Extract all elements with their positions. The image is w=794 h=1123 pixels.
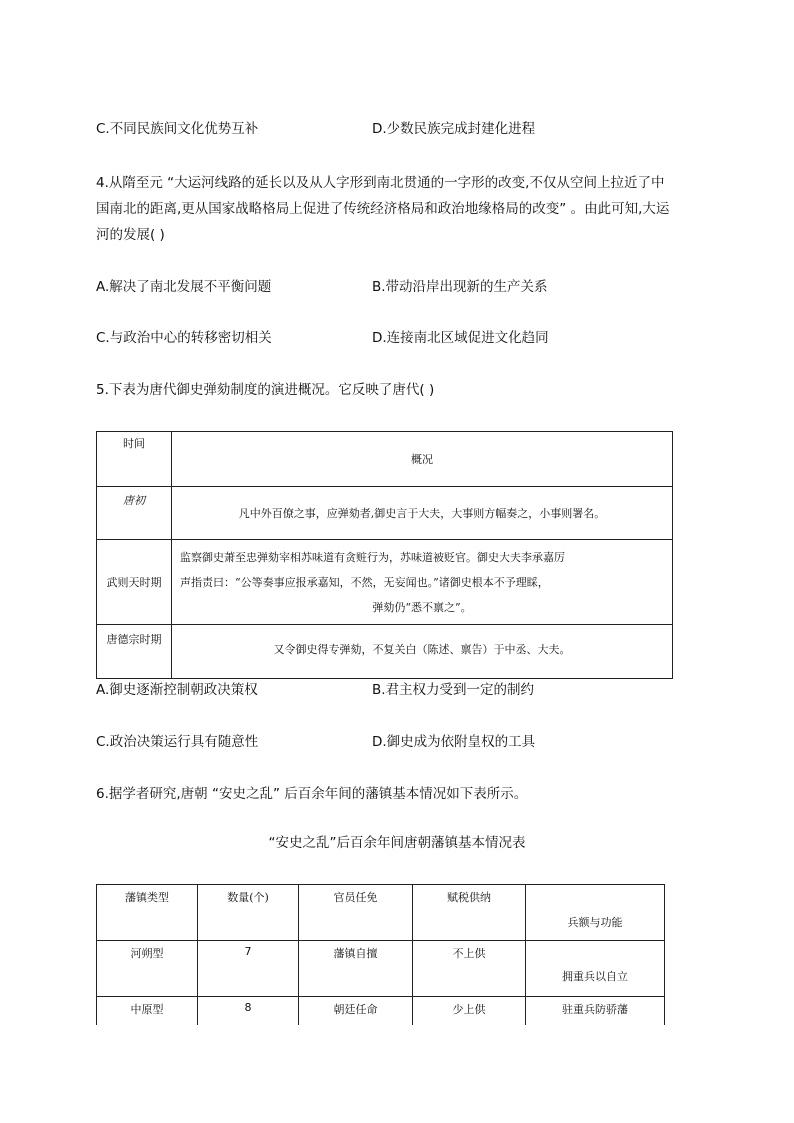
q4-option-d: D.连接南北区域促进文化趋同 <box>372 330 549 346</box>
q4-stem-line2: 国南北的距离,更从国家战略格局上促进了传统经济格局和政治地缘格局的改变” 。由此可知,大运 <box>96 201 670 217</box>
table-row <box>97 997 665 1025</box>
header-troops: 兵额与功能 <box>526 885 665 941</box>
q6-table <box>96 884 665 1025</box>
q4-stem-line1: 4.从隋至元 “大运河线路的延长以及从人字形到南北贯通的一字形的改变,不仅从空间上拉近了中 <box>96 175 665 191</box>
row-summary <box>172 540 673 625</box>
table-row <box>97 941 665 997</box>
cell-type: 中原型 <box>97 997 198 1025</box>
cell-tax: 少上供 <box>413 997 526 1025</box>
header-type: 藩镇类型 <box>97 885 198 941</box>
q4-option-a: A.解决了南北发展不平衡问题 <box>96 279 272 295</box>
q5-stem: 5.下表为唐代御史弹劾制度的演进概况。它反映了唐代( ) <box>96 382 435 398</box>
q5-option-c: C.政治决策运行具有随意性 <box>96 734 259 750</box>
header-count: 数量(个) <box>198 885 299 941</box>
cell-count: 8 <box>198 997 299 1025</box>
cell-appointment: 藩镇自擅 <box>299 941 413 997</box>
q6-stem: 6.据学者研究,唐朝 “安史之乱” 后百余年间的藩镇基本情况如下表所示。 <box>96 786 528 802</box>
q3-option-d: D.少数民族完成封建化进程 <box>372 121 536 137</box>
header-time: 时间 <box>97 432 172 487</box>
cell-count: 7 <box>198 941 299 997</box>
q3-option-c: C.不同民族间文化优势互补 <box>96 121 259 137</box>
row-time: 唐初 <box>97 487 172 540</box>
table-header-row <box>97 885 665 941</box>
cell-tax: 不上供 <box>413 941 526 997</box>
header-tax: 赋税供纳 <box>413 885 526 941</box>
cell-appointment: 朝廷任命 <box>299 997 413 1025</box>
row-summary: 又令御史得专弹劾，不复关白（陈述、禀告）于中丞、大夫。 <box>172 625 673 679</box>
table-row <box>97 625 673 679</box>
q4-stem-line3: 河的发展( ) <box>96 227 165 243</box>
row-summary-line3: 弹劾仍“悉不禀之”。 <box>372 600 472 614</box>
q4-option-b: B.带动沿岸出现新的生产关系 <box>372 279 548 295</box>
q5-table <box>96 431 673 679</box>
cell-type: 河朔型 <box>97 941 198 997</box>
q6-table-caption: “安史之乱”后百余年间唐朝藩镇基本情况表 <box>268 835 526 851</box>
q5-option-a: A.御史逐渐控制朝政决策权 <box>96 682 258 698</box>
header-summary: 概况 <box>172 432 673 487</box>
table-header-row <box>97 432 673 487</box>
row-summary-line1: 监察御史萧至忠弹劾宰相苏味道有贪赃行为，苏味道被贬官。御史大夫李承嘉厉 <box>180 550 565 564</box>
row-time: 武则天时期 <box>97 540 172 625</box>
q5-option-b: B.君主权力受到一定的制约 <box>372 682 535 698</box>
q5-option-d: D.御史成为依附皇权的工具 <box>372 734 536 750</box>
row-summary: 凡中外百僚之事，应弹劾者,御史言于大夫，大事则方幅奏之，小事则署名。 <box>172 487 673 540</box>
row-summary-line2: 声指责曰：“公等奏事应报承嘉知，不然，无妄闻也。”诸御史根本不予理睬， <box>180 575 549 589</box>
table-row <box>97 540 673 625</box>
row-time: 唐德宗时期 <box>97 625 172 679</box>
cell-troops: 驻重兵防骄藩 <box>526 997 665 1025</box>
header-appointment: 官员任免 <box>299 885 413 941</box>
q4-option-c: C.与政治中心的转移密切相关 <box>96 330 272 346</box>
cell-troops: 拥重兵以自立 <box>526 941 665 997</box>
table-row <box>97 487 673 540</box>
